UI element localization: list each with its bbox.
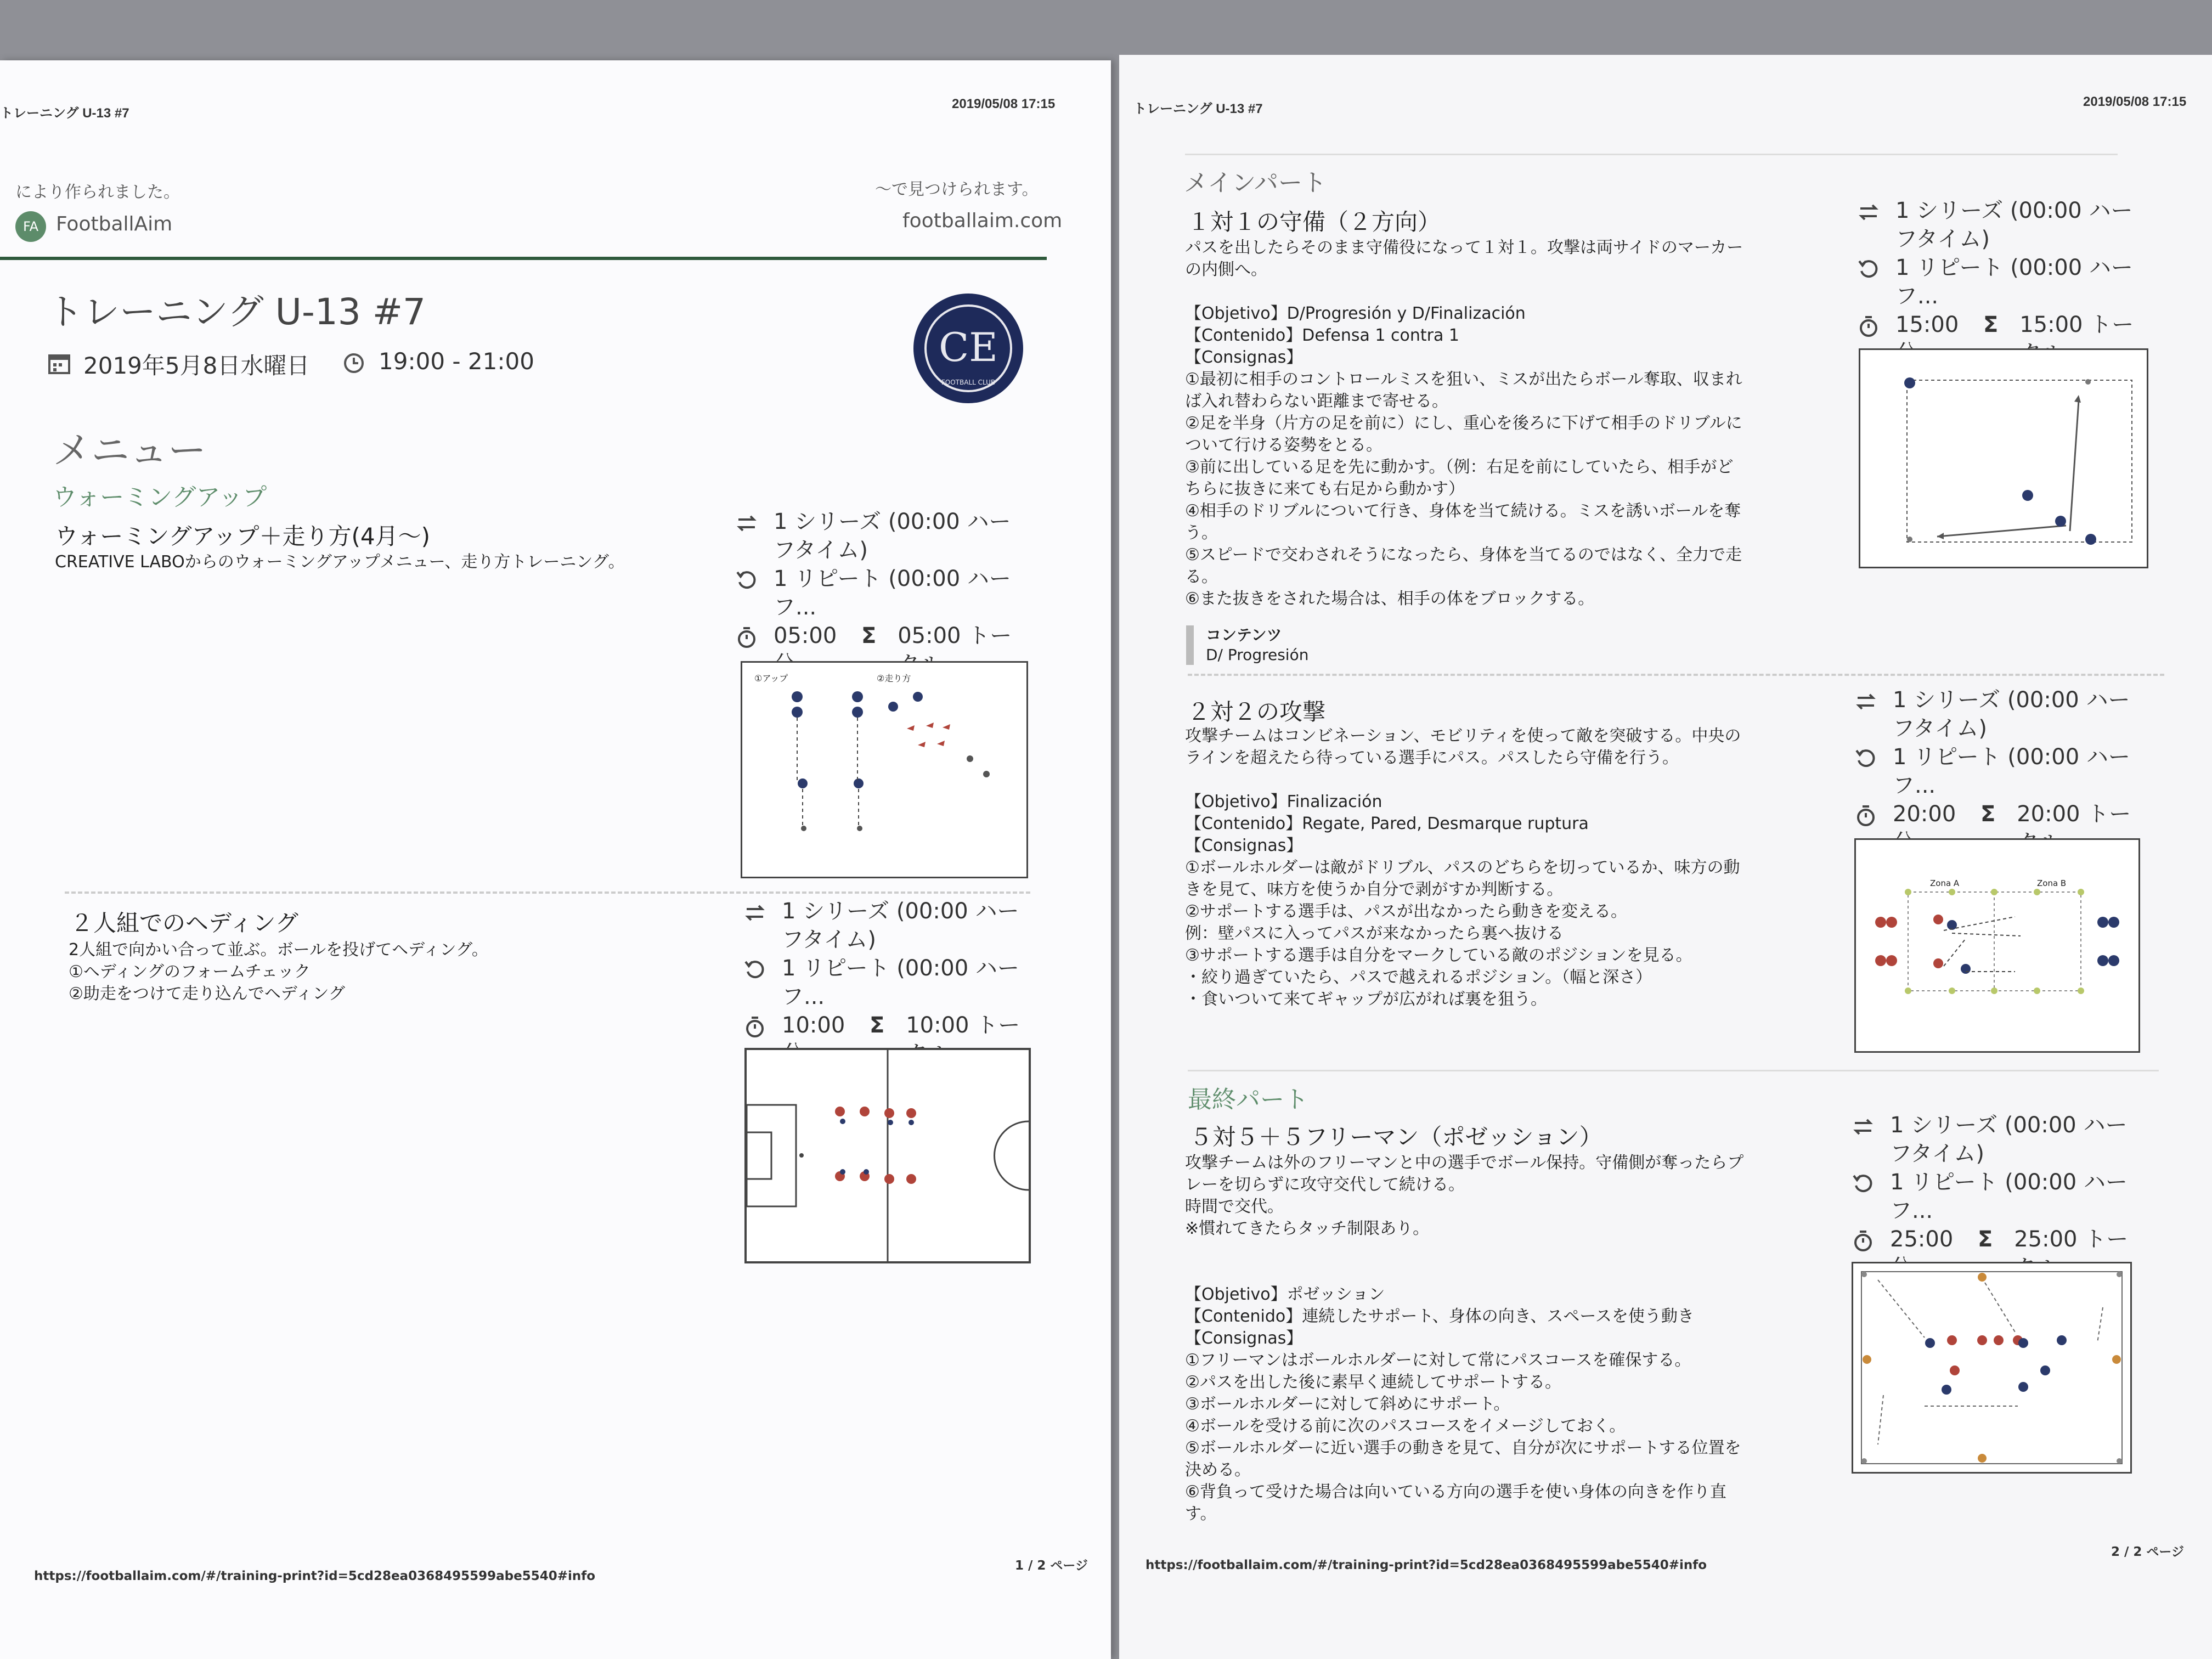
series-text: 1 シリーズ (00:00 ハーフタイム) [1890,1113,2128,1166]
description-line: ⑤ボールホルダーに近い選手の動きを見て、自分が次にサポートする位置を [1185,1438,1741,1458]
section-divider [65,891,1030,894]
repeat-text: 1 リピート (00:00 ハーフ... [774,566,1011,620]
header-divider [1185,154,2118,155]
page-header-title: トレーニング U-13 #7 [1133,101,1263,116]
description-line: ついて行ける姿勢をとる。 [1185,436,1383,455]
exercise-title: ウォーミングアップ＋走り方(4月〜) [55,523,431,550]
description-line: ②足を半身（片方の足を前に）にし、重心を後ろに下げて相手のドリブルに [1185,414,1742,433]
sigma-icon: Σ [870,1013,885,1038]
description-line: 【Contenido】Regate, Pared, Desmarque ruptura [1185,814,1589,833]
description-line: ③ボールホルダーに対して斜めにサポート。 [1185,1395,1510,1414]
description-line: 【Objetivo】ポゼッション [1185,1285,1385,1304]
description-line: ちらに抜きに来ても右足から動かす） [1185,479,1465,499]
zone-a-label: Zona A [1930,878,1960,888]
section-warmup-heading: ウォーミングアップ [53,483,267,511]
description-line: す。 [1185,1504,1217,1523]
repeat-series-icon [735,512,758,535]
repeat-text: 1 リピート (00:00 ハーフ... [1890,1170,2128,1223]
description-line: ①最初に相手のコントロールミスを狙い、ミスが出たらボール奪取、収まれ [1185,370,1742,389]
section-main-heading: メインパート [1184,169,1327,197]
exercise-title: ２対２の攻撃 [1187,698,1326,725]
stopwatch-icon [735,626,758,649]
description-line: ①ボールホルダーは敵がドリブル、パスのどちらを切っているか、味方の動 [1185,858,1740,877]
duration-text: 10:00 [782,1013,845,1038]
duration-text: 05:00 [774,623,837,648]
exercise-description [1185,1152,1810,1525]
description-line [1185,1262,1810,1284]
description-line: ④ボールを受ける前に次のパスコースをイメージしておく。 [1185,1417,1626,1436]
repeat-series-icon [743,901,766,924]
sigma-icon: Σ [1980,802,1996,827]
section-divider [1188,1070,2159,1071]
exercise-description-line: ①ヘディングのフォームチェック [69,962,311,981]
exercise-meta [1857,196,2142,368]
description-line: 時間で交代。 [1185,1197,1284,1216]
repeat-series-icon [1854,690,1877,713]
total-text: 05:00 トー [898,623,1012,648]
series-text: 1 シリーズ (00:00 ハーフタイム) [1893,687,2130,741]
description-line: ④相手のドリブルについて行き、身体を当て続ける。ミスを誘いボールを奪 [1185,501,1741,521]
description-line: 【Contenido】連続したサポート、身体の向き、スペースを使う動き [1185,1307,1694,1326]
club-logo-text: FOOTBALL CLUB [941,379,996,386]
repeat-icon [743,958,766,981]
description-line: ば入れ替わらない距離まで寄せる。 [1185,392,1448,411]
description-line [1185,1240,1810,1262]
repeat-text: 1 リピート (00:00 ハーフ... [1893,744,2130,798]
exercise-description [1185,725,1810,1011]
description-line: 例：壁パスに入ってパスが来なかったら裏へ抜ける [1185,924,1564,943]
description-line: る。 [1185,567,1218,586]
description-line: レーを切らずに攻守交代して続ける。 [1185,1175,1465,1194]
menu-heading: メニュー [53,428,206,473]
series-text: 1 シリーズ (00:00 ハーフタイム) [1895,198,2133,252]
repeat-text: 1 リピート (00:00 ハーフ... [782,956,1019,1009]
duration-text: 25:00 [1890,1227,1954,1252]
description-line: の内側へ。 [1185,260,1267,279]
training-date: 2019年5月8日水曜日 [83,352,310,379]
stopwatch-icon [743,1015,766,1039]
calendar-icon [47,351,71,375]
description-line: ラインを超えたら待っている選手にパス。パスしたら守備を行う。 [1185,748,1679,768]
exercise-diagram [744,1048,1031,1263]
series-text: 1 シリーズ (00:00 ハーフタイム) [774,509,1011,563]
description-line: ⑤スピードで交わされそうになったら、身体を当てるのではなく、全力で走 [1185,545,1742,565]
repeat-text: 1 リピート (00:00 ハーフ... [1895,255,2133,309]
sigma-icon: Σ [1978,1227,1993,1252]
content-value: D/ Progresión [1206,646,1309,664]
svg-text:CE: CE [939,324,998,370]
exercise-description-line: ②助走をつけて走り込んでヘディング [69,984,345,1003]
print-page-2 [1119,55,2212,1659]
section-divider [1188,674,2164,676]
exercise-description-line: 2人組で向かい合って並ぶ。ボールを投げてヘディング。 [69,940,488,960]
exercise-diagram [741,661,1028,878]
sigma-icon: Σ [861,623,877,648]
exercise-description: CREATIVE LABOからのウォーミングアップメニュー、走り方トレーニング。 [55,552,625,572]
exercise-meta [1854,686,2140,857]
exercise-meta [743,897,1029,1068]
description-line: 【Objetivo】D/Progresión y D/Finalización [1185,304,1526,323]
description-line: きを見て、味方を使うか自分で剥がすか判断する。 [1185,880,1564,899]
exercise-title: ２人組でのヘディング [70,910,298,936]
description-line: ③サポートする選手は自分をマークしている敵のポジションを見る。 [1185,946,1692,965]
description-line: ※慣れてきたらタッチ制限あり。 [1185,1219,1430,1238]
description-line: ③前に出している足を先に動かす。（例：右足を前にしていたら、相手がど [1185,458,1734,477]
exercise-description [1185,237,1810,610]
description-line: ②パスを出した後に素早く連続してサポートする。 [1185,1373,1561,1392]
total-text: 10:00 トー [906,1013,1020,1038]
description-line [1185,281,1810,303]
diagram-label: ①アップ [754,673,788,684]
stopwatch-icon [1854,804,1877,827]
zone-b-label: Zona B [2037,878,2067,888]
repeat-icon [1852,1172,1875,1195]
description-line: ⑥また抜きをされた場合は、相手の体をブロックする。 [1185,589,1595,608]
repeat-icon [1854,747,1877,770]
created-by-text: により作られました。 [15,183,180,202]
description-line: ②サポートする選手は、パスが出なかったら動きを変える。 [1185,902,1627,921]
found-at-text: 〜で見つけられます。 [875,180,1039,199]
total-text: 20:00 トー [2017,802,2131,827]
footballaim-logo-icon: FA [15,211,46,242]
description-line: 【Consignas】 [1185,836,1303,855]
page-title: トレーニング U-13 #7 [47,291,426,333]
section-final-heading: 最終パート [1188,1086,1308,1114]
description-line: 決める。 [1185,1460,1251,1480]
sigma-icon: Σ [1983,312,1999,337]
description-line: パスを出したらそのまま守備役になって１対１。攻撃は両サイドのマーカー [1185,238,1743,257]
description-line: 【Objetivo】Finalización [1185,792,1383,811]
exercise-meta [1852,1111,2137,1282]
exercise-title: １対１の守備（２方向） [1187,208,1441,235]
description-line [1185,769,1810,791]
description-line: ・絞り過ぎていたら、パスで越えれるポジション。（幅と深さ） [1185,968,1652,987]
description-line: 【Consignas】 [1185,348,1303,367]
page-footer-url[interactable]: https://footballaim.com/#/training-print?id=5cd28ea0368495599abe5540#info [34,1569,596,1583]
diagram-label: ②走り方 [877,673,911,684]
description-line: 攻撃チームは外のフリーマンと中の選手でボール保持。守備側が奪ったらプ [1185,1153,1744,1172]
repeat-icon [735,569,758,592]
repeat-series-icon [1857,201,1880,224]
total-text: 15:00 トー [2019,312,2134,337]
exercise-title: ５対５＋５フリーマン（ポゼッション） [1189,1124,1602,1150]
exercise-diagram [1854,838,2140,1053]
page-footer-url[interactable]: https://footballaim.com/#/training-print?id=5cd28ea0368495599abe5540#info [1146,1558,1707,1572]
brand-name: FootballAim [56,213,173,235]
content-tag [1186,625,1308,665]
description-line: 【Consignas】 [1185,1329,1303,1348]
page-footer-number: 2 / 2 ページ [2111,1545,2184,1559]
description-line: 【Contenido】Defensa 1 contra 1 [1185,326,1460,345]
page-header-datetime: 2019/05/08 17:15 [952,97,1056,111]
stopwatch-icon [1857,315,1880,338]
content-label: コンテンツ [1206,626,1282,644]
series-text: 1 シリーズ (00:00 ハーフタイム) [782,899,1019,952]
repeat-icon [1857,258,1880,281]
stopwatch-icon [1852,1229,1875,1252]
description-line: ・食いついて来てギャップが広がれば裏を狙う。 [1185,990,1547,1009]
total-text: 25:00 トー [2014,1227,2129,1252]
print-page-1 [0,60,1111,1659]
description-line: う。 [1185,523,1218,543]
page-footer-number: 1 / 2 ページ [1015,1559,1088,1573]
description-line: ①フリーマンはボールホルダーに対して常にパスコースを確保する。 [1185,1351,1691,1370]
description-line: 攻撃チームはコンビネーション、モビリティを使って敵を突破する。中央の [1185,726,1741,746]
exercise-diagram [1859,348,2148,568]
page-header-title: トレーニング U-13 #7 [0,106,129,121]
exercise-diagram [1852,1262,2132,1474]
website-link[interactable]: footballaim.com [902,210,1063,232]
exercise-meta [735,507,1020,679]
duration-text: 20:00 [1893,802,1956,827]
training-time: 19:00 - 21:00 [379,348,534,375]
page-header-datetime: 2019/05/08 17:15 [2083,94,2187,109]
duration-text: 15:00 [1895,312,1959,337]
clock-icon [343,352,365,374]
description-line: ⑥背負って受けた場合は向いている方向の選手を使い身体の向きを作り直 [1185,1482,1726,1502]
club-logo [911,291,1026,406]
repeat-series-icon [1852,1115,1875,1138]
header-divider [0,257,1047,260]
